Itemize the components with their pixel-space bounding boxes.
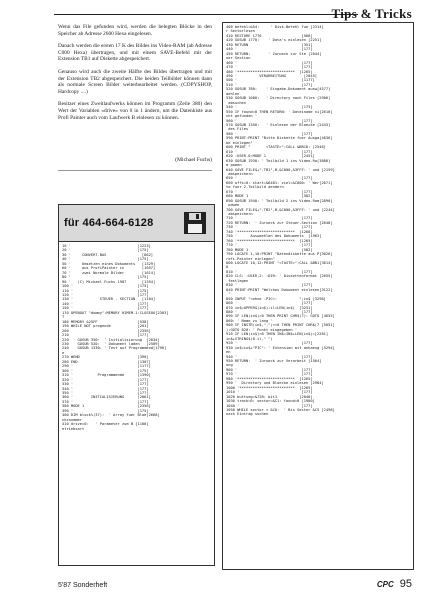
code-line: 50 ' Umsetzen eines Dokuments [1329] bbox=[62, 261, 156, 266]
page-number: 95 bbox=[399, 578, 412, 590]
code-line: 620 :USER.0:MODE 1 [2451] bbox=[226, 154, 315, 159]
code-line: 460 ' [177] bbox=[226, 60, 313, 65]
code-line: 980 '************************** [1265] bbox=[226, 376, 313, 381]
code-line: 190 WHILE NOT progende [201] bbox=[62, 324, 149, 329]
code-line: be einlegen" bbox=[226, 140, 322, 145]
code-line: 110 ' [175] bbox=[62, 288, 149, 293]
code-line: r Sectorlesen bbox=[226, 29, 322, 34]
code-line: 550 IF found=0 THEN RETURN: ' Dateiname ni[2616] bbox=[226, 109, 333, 114]
code-line: 400 befehl=&54: ' Disk-Befehl fue [2314] bbox=[226, 25, 324, 29]
code-line: 840 PRINT:PRINT "Welches Dokument einlesen[3122] bbox=[226, 287, 333, 292]
code-line: 570 GOSUB 1350: ' Einlesen der Bloecke [2443] bbox=[226, 122, 331, 127]
code-line: 930 in$=in$+"PIC": ' Extension mit anhaeng [5294] bbox=[226, 345, 335, 350]
code-block bbox=[223, 23, 413, 417]
code-line: m powen bbox=[226, 163, 322, 168]
code-line: 610 ' [177] bbox=[226, 149, 313, 154]
code-line: 780 MODE 1 [582] bbox=[226, 247, 313, 252]
code-line: 590 PRINT:PRINT "Bitte Diskette fuer Ausga[4636] bbox=[226, 136, 333, 141]
code-line: 810 ' [177] bbox=[226, 269, 313, 274]
code-line: 990 ' Directory und Bloecke einlesen [2984] bbox=[226, 381, 324, 386]
code-line: 530 GOSUB 1080: ' Directory nach Files [2906] bbox=[226, 96, 331, 101]
code-line: T bbox=[62, 315, 158, 320]
code-line: 760 '************************** [1265] bbox=[226, 238, 313, 243]
article-paragraph: Wenn das File gefunden wird, werden die belegten Blöcke in den Speicher ab Adresse 2600 Hexa eingelesen. bbox=[58, 24, 212, 37]
article-paragraph: Besitzer eines Zweitlaufwerks können im Programm (Zeile 380) den Wert der Variablen »drive« von 0 in 1 ändern, um die Datenkiste aus Profi Painter auch vom Laufwerk B einlesen zu können. bbox=[58, 101, 212, 121]
code-line: 480 '************************** [1265] bbox=[226, 69, 313, 74]
code-line: 350 ' [177] bbox=[62, 390, 149, 395]
code-line: 330 ' [177] bbox=[62, 382, 149, 387]
code-line: 540 ' [175] bbox=[226, 105, 313, 110]
code-line: abspeichern bbox=[226, 212, 322, 217]
code-line: e bbox=[62, 350, 156, 355]
code-line: absuchen bbox=[226, 100, 322, 105]
article-paragraph: Danach werden die ersten 17 K des Bildes ins Video-RAM (ab Adresse C000 Hexa) übertragen, und mit einem SAVE-Befehl mit der Extension TB1 auf Diskette abgespeichert. bbox=[58, 43, 212, 63]
code-line: 770 ' [177] bbox=[226, 243, 313, 248]
code-line: 850 INPUT "<ohne .PIC>: ";in$ [3298] bbox=[226, 296, 326, 301]
code-line: 410 drive=0: ' Parameter zum B [1108] bbox=[62, 422, 149, 427]
code-line: 220 GOSUB 350: ' Initialisierung [2034] bbox=[62, 337, 160, 342]
code-line: 660 offs=0: start=&6481: ziel=&C000: ' Wer[2671] bbox=[226, 180, 333, 185]
code-line: 960 ' [177] bbox=[226, 367, 313, 372]
header-rule bbox=[54, 14, 358, 15]
code-line: 150 ' [177] bbox=[62, 306, 149, 311]
code-line: 950 RETURN: ' Zurueck zur Verarbeit [1564] bbox=[226, 358, 322, 363]
code-line: 750 ' Auswaehlen des Dokuments [1963] bbox=[226, 234, 322, 239]
article-paragraph: Genauso wird auch die zweite Hälfte des Bildes übertragen und mit der Extension TB2 abgespeichert. Die beiden Teilbilder können dann als normale Screen Bilder weiterbearbeitet werden. (COPYSHOP, Hardcopy ....) bbox=[58, 68, 212, 95]
code-line: ckcnummer bbox=[62, 417, 156, 422]
issue-label: 5'87 Sonderheft bbox=[58, 582, 108, 589]
code-line: 280 END [1307] bbox=[62, 359, 151, 364]
code-line: 370 ' [177] bbox=[62, 399, 149, 404]
code-line: 640 SAVE FILE$+".TB1",B,&C000,&3FFF: ' und [2159] bbox=[226, 167, 335, 172]
code-line: 700 SAVE FILE$+".TB2",B,&C000,&3FFF: ' und [2244] bbox=[226, 207, 335, 212]
code-line: 200 [2356] bbox=[62, 328, 151, 333]
listing-header bbox=[59, 205, 214, 242]
code-line: 870 in$=UPPER$(in$):il=LEN(in$) [3251] bbox=[226, 305, 313, 310]
code-line: etriebsart bbox=[62, 426, 156, 431]
code-line: 510 ' [177] bbox=[226, 82, 313, 87]
code-line: abspeichern bbox=[226, 171, 322, 176]
code-line: 450 RETURN: ' Zurueck zur Ste [2044] bbox=[226, 51, 322, 56]
code-line: 820 CLS: :USER,2: :DIR: ' Diskettenformat [2655] bbox=[226, 274, 333, 279]
code-line: 440 ' [177] bbox=[226, 47, 313, 52]
code-line: 800 LOCATE 10,12:PRINT "<TASTE>":CALL &BB1[3614] bbox=[226, 261, 333, 266]
code-line: 8 bbox=[226, 265, 322, 270]
code-line: 340 ' [177] bbox=[62, 386, 149, 391]
code-line: 90 ' (C) Michael Fuchs 1987 [1354] bbox=[62, 279, 156, 284]
code-line: ):GOTO 820: ' Punkt eingegeben ' bbox=[226, 327, 322, 332]
divider bbox=[58, 170, 212, 171]
code-line: 940 ' [177] bbox=[226, 354, 313, 359]
code-line: 680 MODE 1 [582] bbox=[226, 194, 313, 199]
code-line: 130 ' STEUER - SECTION [1104] bbox=[62, 297, 156, 302]
code-line: 270 WEND [390] bbox=[62, 355, 149, 360]
program-listing-left bbox=[58, 204, 215, 566]
article-author: (Michael Fuchs) bbox=[175, 157, 212, 163]
code-line: 830 ' [177] bbox=[226, 283, 313, 288]
code-line: 490 ' VERARBEITUNG [2045] bbox=[226, 73, 318, 78]
code-line: 920 ' [177] bbox=[226, 341, 313, 346]
code-line: 120 ' [177] bbox=[62, 292, 149, 297]
code-line: 890 IF LEN(in$)=0 THEN PRINT CHR$(7): GOTO [4655] bbox=[226, 314, 335, 319]
code-line: 410 RESTORE 1770 [568] bbox=[226, 33, 313, 38]
code-line: 310 ' Programmende [1390] bbox=[62, 373, 151, 378]
code-line: 650 ' [177] bbox=[226, 176, 313, 181]
code-line: des Files bbox=[226, 127, 322, 132]
code-line: 860: ' Name zu lang ' bbox=[226, 318, 322, 323]
code-line: 240 GOSUB 1330: ' Test auf Programmend[1790] bbox=[62, 346, 167, 351]
code-line: in$+STRING$(8-il," ") bbox=[226, 336, 322, 341]
code-line: te fuer 2.Teilbild aendern bbox=[226, 185, 322, 190]
code-line: rofi-Painter einlegen" bbox=[226, 256, 324, 261]
code-line: 10 ' [1223] bbox=[62, 244, 151, 248]
floppy-disk-icon bbox=[182, 210, 208, 236]
code-line: festlegen bbox=[226, 278, 322, 283]
code-line: 30 ' CONVERT.BAS [862] bbox=[62, 252, 154, 257]
code-line: 430 RETURN [351] bbox=[226, 42, 313, 47]
magazine-brand: CPC bbox=[376, 580, 394, 589]
listing-title: für 464-664-6128 bbox=[64, 217, 154, 229]
code-line: 300 ' [175] bbox=[62, 368, 149, 373]
code-line: 100 ' [175] bbox=[62, 284, 149, 289]
code-line: 730 ' [177] bbox=[226, 225, 313, 230]
code-line: 1020 buttseg=&72B: bit1 [2040] bbox=[226, 394, 313, 399]
code-line: 470 ' [177] bbox=[226, 65, 313, 70]
code-line: 740 '************************** [1268] bbox=[226, 229, 313, 234]
code-line: 500 ' [1177] bbox=[226, 78, 315, 83]
code-line: 60 ' aus ProfiPainter in [1657] bbox=[62, 266, 156, 271]
code-line: 880 ' [177] bbox=[226, 310, 313, 314]
code-line: 1050 WHILE sector < &C6: ' Bis Sector &C5 [2498] bbox=[226, 407, 335, 412]
code-line: 1000 '************************* [1265] bbox=[226, 385, 313, 390]
code-line: 1030 track=0: sector=&C1: found=0 [1900] bbox=[226, 399, 315, 404]
code-line: 290 ' [1177] bbox=[62, 364, 151, 369]
code-line: 670 ' [177] bbox=[226, 189, 313, 194]
code-line: cht gefunden ' bbox=[226, 114, 322, 119]
code-line: " bbox=[226, 292, 322, 297]
code-line: 520 GOSUB 780: ' Eingabe-Dokument ausw[4577] bbox=[226, 87, 331, 92]
code-line: 230 GOSUB 520: ' Dokument laden [2509] bbox=[62, 341, 160, 346]
code-line: 210 [177] bbox=[62, 333, 149, 338]
code-line: powen bbox=[226, 203, 322, 208]
code-line: 600 PRINT " <TASTE>":CALL &BB18: [2546] bbox=[226, 145, 326, 150]
code-line: 320 ' [177] bbox=[62, 377, 149, 382]
code-line: 360 ' INITIALISIERUNG [2061] bbox=[62, 395, 151, 400]
code-line: 80 ' [175] bbox=[62, 275, 149, 280]
code-block bbox=[59, 242, 214, 431]
code-line: 400 DIM block%(37): ' Array fuer Bloe[2668] bbox=[62, 413, 160, 418]
code-line: 710 ' [177] bbox=[226, 216, 313, 221]
code-line: 560 ' [177] bbox=[226, 118, 313, 123]
code-line: 140 ' [177] bbox=[62, 301, 149, 306]
code-line: en bbox=[226, 350, 322, 355]
code-line: 900 IF INSTR(in$,".")<>0 THEN PRINT CHR$(7 [5051] bbox=[226, 323, 335, 328]
code-line: 860 ' [177] bbox=[226, 301, 313, 306]
code-line: 690 GOSUB 1940: ' Teilbild 2 ins Video-Ram[2890] bbox=[226, 198, 333, 203]
section-title: Tips & Tricks bbox=[331, 6, 412, 21]
code-line: 180 MEMORY &25FF [538] bbox=[62, 319, 149, 324]
code-line: aehlen bbox=[226, 91, 322, 96]
code-line: 910 IF LEN(in$)<8 THEN IN$=IN$+LEN(in$)=[2281] bbox=[226, 332, 329, 337]
code-line: 1010 ' [177] bbox=[226, 390, 313, 395]
article-body bbox=[58, 24, 212, 127]
code-line: 40 ' [175] bbox=[62, 257, 149, 262]
code-line: ung bbox=[226, 363, 322, 368]
page-footer bbox=[330, 578, 412, 590]
code-line: 720 RETURN: ' Zurueck zur Steuer-Section [2648] bbox=[226, 220, 333, 225]
code-line: 70 ' zwei Normale Bilder [1614] bbox=[62, 270, 156, 275]
code-line: 390 ' [175] bbox=[62, 408, 149, 413]
code-line: 1040 ' [177] bbox=[226, 403, 313, 408]
code-line: nach Eintrag suchen bbox=[226, 412, 322, 417]
code-line: 420 GOSUB 1770: ' Data's einlesen [2251] bbox=[226, 38, 322, 43]
code-line: 580 ' [177] bbox=[226, 131, 313, 136]
code-line: 790 LOCATE 1,10:PRINT "Datendiskette aus P[3026] bbox=[226, 252, 333, 257]
code-line: uer Section bbox=[226, 56, 322, 61]
code-line: 380 MODE 1 [2356] bbox=[62, 404, 151, 409]
code-line: 170 OPENOUT "dummy":MEMORY HIMEM-1:CLOSEOU[2303] bbox=[62, 310, 169, 315]
code-line: 20 ' [175] bbox=[62, 248, 149, 253]
code-line: 630 GOSUB 1930: ' Teilbild 1 ins Video-Ra[3880] bbox=[226, 158, 331, 163]
code-line: 970 ' [177] bbox=[226, 372, 313, 377]
program-listing-right bbox=[222, 22, 414, 570]
